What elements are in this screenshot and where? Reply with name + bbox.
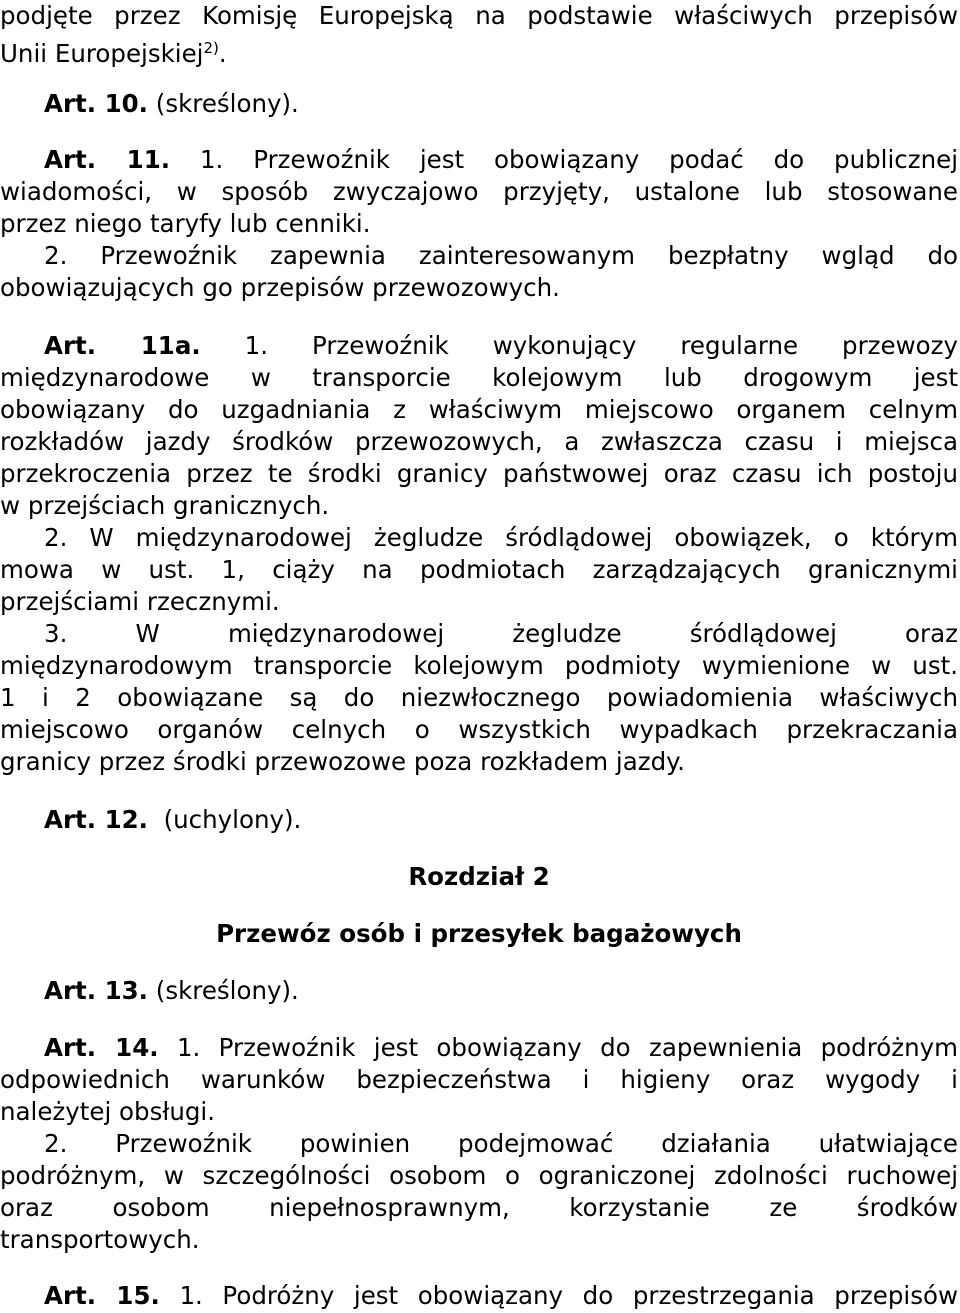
- article-12: [44, 804, 960, 836]
- text-line: podjęte przez Komisję Europejską na podstawie właściwych przepisów: [0, 1, 958, 30]
- text-line: transportowych.: [0, 1225, 200, 1254]
- article-11a-line: [44, 330, 958, 362]
- article-15-line: [44, 1280, 958, 1312]
- text-line: 1 i 2 obowiązane są do niezwłocznego powiadomienia właściwych: [0, 683, 958, 712]
- text-line: w przejściach granicznych.: [0, 491, 330, 520]
- article-label: Art. 15.: [44, 1281, 160, 1310]
- text-line: rozkładów jazdy środków przewozowych, a zwłaszcza czasu i miejsca: [0, 427, 958, 456]
- text-line: podróżnym, w szczególności osobom o ograniczonej zdolności ruchowej: [0, 1161, 958, 1190]
- article-text: 1. Przewoźnik jest obowiązany podać do publicznej: [170, 145, 959, 174]
- article-label: Art. 12.: [44, 805, 148, 834]
- footnote-ref: 2): [203, 39, 219, 57]
- article-label: Art. 13.: [44, 976, 148, 1005]
- text-line: 3. W międzynarodowej żegludze śródlądowej oraz: [44, 619, 958, 648]
- text-line: odpowiednich warunków bezpieczeństwa i higieny oraz wygody i: [0, 1065, 958, 1094]
- text-line: 2. W międzynarodowej żegludze śródlądowej obowiązek, o którym: [44, 523, 958, 552]
- text-line: przejściami rzecznymi.: [0, 587, 280, 616]
- article-label: Art. 11a.: [44, 331, 201, 360]
- article-text: (uchylony).: [148, 805, 302, 834]
- article-label: Art. 14.: [44, 1033, 159, 1062]
- text-line: międzynarodowym transporcie kolejowym podmioty wymienione w ust.: [0, 651, 958, 680]
- text-span: .: [218, 39, 227, 68]
- article-14-line: [44, 1032, 958, 1064]
- text-line: wiadomości, w sposób zwyczajowo przyjęty, ustalone lub stosowane: [0, 177, 958, 206]
- chapter-title: Przewóz osób i przesyłek bagażowych: [216, 919, 742, 948]
- article-13: [44, 975, 960, 1007]
- article-text: (skreślony).: [148, 976, 299, 1005]
- article-11-line: [44, 144, 958, 176]
- text-line: przez niego taryfy lub cenniki.: [0, 209, 371, 238]
- text-line: miejscowo organów celnych o wszystkich wypadkach przekraczania: [0, 715, 958, 744]
- text-line: [0, 32, 958, 70]
- text-line: przekroczenia przez te środki granicy państwowej oraz czasu ich postoju: [0, 459, 958, 488]
- text-line: należytej obsługi.: [0, 1097, 215, 1126]
- article-text: 1. Podróżny jest obowiązany do przestrzegania przepisów: [159, 1281, 958, 1310]
- article-text: 1. Przewoźnik jest obowiązany do zapewnienia podróżnym: [158, 1033, 958, 1062]
- text-line: obowiązany do uzgadniania z właściwym miejscowo organem celnym: [0, 395, 958, 424]
- article-text: (skreślony).: [148, 89, 299, 118]
- article-text: 1. Przewoźnik wykonujący regularne przewozy: [200, 331, 958, 360]
- text-line: międzynarodowe w transporcie kolejowym lub drogowym jest: [0, 363, 958, 392]
- article-label: Art. 10.: [44, 89, 148, 118]
- chapter-number: Rozdział 2: [408, 862, 550, 891]
- text-line: obowiązujących go przepisów przewozowych.: [0, 273, 560, 302]
- article-10: [44, 88, 960, 120]
- text-line: mowa w ust. 1, ciąży na podmiotach zarządzających granicznymi: [0, 555, 958, 584]
- text-line: granicy przez środki przewozowe poza rozkładem jazdy.: [0, 747, 685, 776]
- text-line: 2. Przewoźnik powinien podejmować działania ułatwiające: [44, 1129, 958, 1158]
- text-span: Unii Europejskiej: [0, 39, 204, 68]
- article-label: Art. 11.: [44, 145, 171, 174]
- text-line: 2. Przewoźnik zapewnia zainteresowanym bezpłatny wgląd do: [44, 241, 958, 270]
- text-line: oraz osobom niepełnosprawnym, korzystanie ze środków: [0, 1193, 958, 1222]
